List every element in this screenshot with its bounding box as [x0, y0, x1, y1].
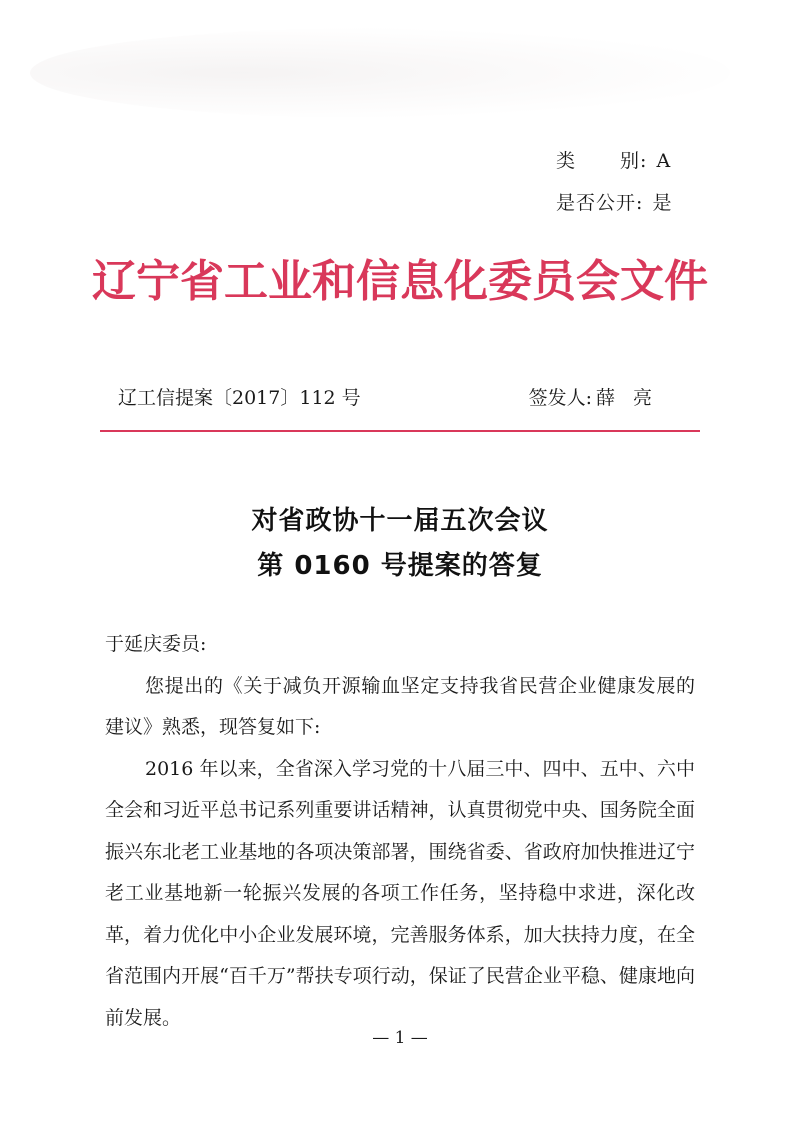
page-number: — 1 —	[372, 1028, 428, 1048]
issuer-name: 薛亮	[595, 387, 670, 409]
public-row	[556, 188, 672, 215]
issuer-label: 签发人:	[528, 387, 592, 409]
paragraph-2: 2016 年以来，全省深入学习党的十八届三中、四中、五中、六中全会和习近平总书记系列重要讲话精神，认真贯彻党中央、国务院全面振兴东北老工业基地的各项决策部署，围绕省委、省政府加快推进辽宁老工业基地新一轮振兴发展的各项工作任务，坚持稳中求进，深化改革，着力优化中小企业发展环境，完善服务体系，加大扶持力度，在全省范围内开展“百千万”帮扶专项行动，保证了民营企业平稳、健康地向前发展。	[105, 757, 695, 1029]
header-divider	[100, 430, 700, 432]
salutation: 于延庆委员:	[105, 633, 207, 655]
category-label-2: 别:	[620, 150, 648, 172]
issuer	[529, 383, 670, 410]
category-value: A	[656, 150, 672, 172]
category-label: 类	[556, 150, 577, 172]
document-header: 辽宁省工业和信息化委员会文件	[92, 256, 708, 307]
document-number: 辽工信提案〔2017〕112 号	[118, 387, 361, 409]
category-row	[556, 146, 671, 173]
reply-body	[105, 624, 695, 1039]
public-label: 是否公开:	[556, 192, 644, 214]
public-value: 是	[652, 192, 673, 214]
reply-title-line2: 第 0160 号提案的答复	[257, 551, 543, 581]
reply-title-line1: 对省政协十一届五次会议	[251, 506, 549, 536]
paragraph-1: 您提出的《关于减负开源输血坚定支持我省民营企业健康发展的建议》熟悉，现答复如下:	[105, 674, 695, 738]
scan-smudge	[30, 28, 730, 118]
